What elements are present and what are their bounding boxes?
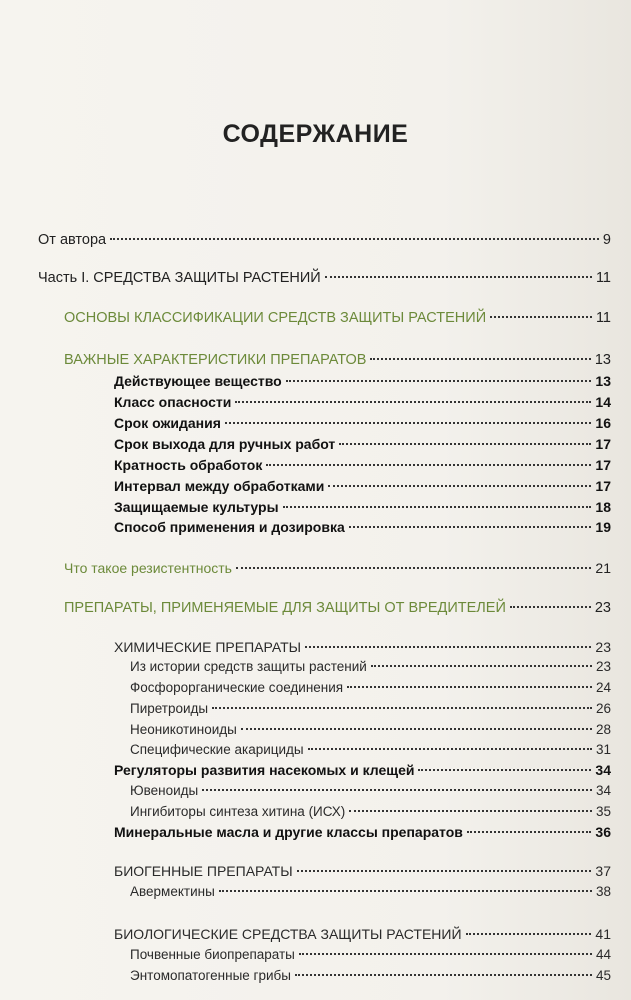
toc-entry[interactable] <box>114 392 611 412</box>
toc-entry[interactable] <box>64 558 611 578</box>
toc-entry-label: Авермектины <box>130 884 215 899</box>
toc-entry[interactable] <box>64 350 611 370</box>
dot-leader <box>297 870 592 872</box>
dot-leader <box>490 316 592 318</box>
toc-entry-label: ОСНОВЫ КЛАССИФИКАЦИИ СРЕДСТВ ЗАЩИТЫ РАСТЕНИЙ <box>64 310 487 326</box>
toc-entry-label: Минеральные масла и другие классы препаратов <box>114 824 463 840</box>
dot-leader <box>349 526 592 528</box>
toc-entry-label: Энтомопатогенные грибы <box>130 968 291 983</box>
toc-entry-page: 34 <box>595 762 611 778</box>
dot-leader <box>283 506 592 508</box>
toc-entry-page: 19 <box>595 519 611 535</box>
dot-leader <box>347 686 592 688</box>
toc-entry-label: ВАЖНЫЕ ХАРАКТЕРИСТИКИ ПРЕПАРАТОВ <box>64 352 367 368</box>
page-title: СОДЕРЖАНИЕ <box>222 120 409 148</box>
toc-entry[interactable] <box>114 371 611 391</box>
dot-leader <box>235 401 591 403</box>
dot-leader <box>295 974 592 976</box>
toc-entry[interactable] <box>38 230 611 250</box>
toc-entry-label: Что такое резистентность <box>64 560 232 576</box>
toc-entry-page: 31 <box>595 742 611 757</box>
dot-leader <box>371 665 592 667</box>
toc-entry-label: Интервал между обработками <box>114 478 325 494</box>
toc-entry[interactable] <box>130 720 611 740</box>
toc-entry-page: 23 <box>595 659 611 674</box>
toc-entry[interactable] <box>64 598 611 618</box>
toc-entry[interactable] <box>130 945 611 965</box>
toc-entry-page: 9 <box>602 232 611 248</box>
toc-entry-label: Класс опасности <box>114 394 232 410</box>
dot-leader <box>370 358 590 360</box>
toc-entry-label: Кратность обработок <box>114 457 263 473</box>
dot-leader <box>308 748 592 750</box>
toc-entry-label: От автора <box>38 232 107 248</box>
dot-leader <box>339 443 591 445</box>
toc-entry-page: 28 <box>595 722 611 737</box>
toc-entry-label: БИОЛОГИЧЕСКИЕ СРЕДСТВА ЗАЩИТЫ РАСТЕНИЙ <box>114 926 462 942</box>
toc-entry-page: 44 <box>595 947 611 962</box>
dot-leader <box>467 831 592 833</box>
dot-leader <box>225 422 592 424</box>
dot-leader <box>466 933 592 935</box>
dot-leader <box>299 953 592 955</box>
toc-entry-label: Пиретроиды <box>130 701 209 716</box>
toc-entry-page: 11 <box>595 270 611 286</box>
toc-entry[interactable] <box>130 802 611 822</box>
toc-entry-label: Часть I. СРЕДСТВА ЗАЩИТЫ РАСТЕНИЙ <box>38 270 321 286</box>
toc-entry[interactable] <box>114 517 611 537</box>
toc-entry-page: 13 <box>595 373 611 389</box>
toc-entry-page: 17 <box>595 478 611 494</box>
toc-entry[interactable] <box>64 308 611 328</box>
toc-entry[interactable] <box>114 434 611 454</box>
toc-entry-page: 24 <box>595 680 611 695</box>
toc-entry-label: Неоникотиноиды <box>130 722 237 737</box>
toc-entry-page: 17 <box>595 436 611 452</box>
toc-entry[interactable] <box>130 966 611 986</box>
toc-entry-label: ПРЕПАРАТЫ, ПРИМЕНЯЕМЫЕ ДЛЯ ЗАЩИТЫ ОТ ВРЕДИТЕЛЕЙ <box>64 600 506 616</box>
toc-entry[interactable] <box>38 268 611 288</box>
toc-entry-label: Регуляторы развития насекомых и клещей <box>114 762 415 778</box>
toc-entry-label: Из истории средств защиты растений <box>130 659 367 674</box>
dot-leader <box>212 707 592 709</box>
toc-entry-page: 18 <box>595 499 611 515</box>
dot-leader <box>349 810 592 812</box>
toc-entry[interactable] <box>114 476 611 496</box>
toc-entry[interactable] <box>114 822 611 842</box>
toc-entry-label: Специфические акарициды <box>130 742 304 757</box>
toc-entry-page: 41 <box>595 926 611 942</box>
toc-entry-page: 36 <box>595 824 611 840</box>
dot-leader <box>241 728 592 730</box>
toc-entry[interactable] <box>114 861 611 881</box>
toc-entry[interactable] <box>114 497 611 517</box>
dot-leader <box>266 464 591 466</box>
dot-leader <box>110 238 599 240</box>
toc-entry-label: Срок выхода для ручных работ <box>114 436 336 452</box>
toc-entry-page: 14 <box>595 394 611 410</box>
dot-leader <box>236 567 591 569</box>
toc-entry-label: ХИМИЧЕСКИЕ ПРЕПАРАТЫ <box>114 639 302 655</box>
toc-entry-label: Способ применения и дозировка <box>114 519 345 535</box>
toc-entry-label: Почвенные биопрепараты <box>130 947 295 962</box>
toc-entry-label: БИОГЕННЫЕ ПРЕПАРАТЫ <box>114 863 293 879</box>
toc-entry[interactable] <box>130 657 611 677</box>
toc-entry-page: 16 <box>595 415 611 431</box>
toc-entry[interactable] <box>114 924 611 944</box>
toc-entry-label: Срок ожидания <box>114 415 221 431</box>
toc-entry-page: 23 <box>594 600 611 616</box>
toc-entry[interactable] <box>130 740 611 760</box>
dot-leader <box>328 485 591 487</box>
toc-entry[interactable] <box>114 637 611 657</box>
toc-entry-page: 23 <box>595 639 611 655</box>
toc-entry[interactable] <box>130 678 611 698</box>
toc-entry[interactable] <box>114 760 611 780</box>
toc-entry[interactable] <box>130 882 611 902</box>
toc-entry-label: Действующее вещество <box>114 373 282 389</box>
dot-leader <box>418 769 591 771</box>
toc-entry-page: 17 <box>595 457 611 473</box>
toc-entry[interactable] <box>130 781 611 801</box>
toc-entry[interactable] <box>114 455 611 475</box>
dot-leader <box>286 380 592 382</box>
dot-leader <box>305 646 591 648</box>
dot-leader <box>219 890 592 892</box>
toc-entry-page: 21 <box>595 560 611 576</box>
toc-entry[interactable] <box>114 413 611 433</box>
dot-leader <box>325 276 592 278</box>
toc-entry-label: Ингибиторы синтеза хитина (ИСХ) <box>130 804 346 819</box>
toc-entry-page: 37 <box>595 863 611 879</box>
dot-leader <box>510 606 591 608</box>
toc-entry-label: Защищаемые культуры <box>114 499 279 515</box>
toc-entry[interactable] <box>130 699 611 719</box>
toc-entry-page: 35 <box>595 804 611 819</box>
toc-entry-page: 34 <box>595 783 611 798</box>
toc-entry-label: Ювеноиды <box>130 783 199 798</box>
toc-entry-page: 13 <box>594 352 611 368</box>
toc-entry-page: 45 <box>595 968 611 983</box>
toc-entry-page: 26 <box>595 701 611 716</box>
toc-entry-label: Фосфорорганические соединения <box>130 680 344 695</box>
toc-entry-page: 11 <box>595 310 611 326</box>
dot-leader <box>202 789 592 791</box>
toc-entry-page: 38 <box>595 884 611 899</box>
